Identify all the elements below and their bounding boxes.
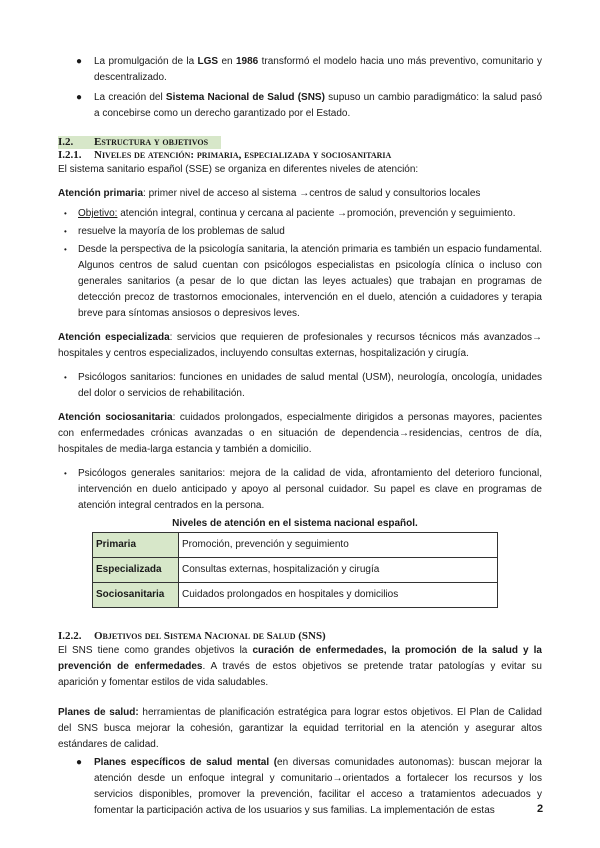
- table-cell-level: Primaria: [93, 533, 179, 558]
- sociosanitaria-paragraph: Atención sociosanitaria: cuidados prolongados, especialmente dirigidos a personas mayores, pacientes con enfermedades crónicas avanzadas o en situación de dependencia→residencias, centros de día, hospitales de media-larga estancia y también a domicilio.: [58, 412, 542, 455]
- table-cell-desc: Promoción, prevención y seguimiento: [179, 533, 498, 558]
- primaria-paragraph: Atención primaria: primer nivel de acceso al sistema →centros de salud y consultorios locales: [58, 188, 481, 199]
- bullet-icon: •: [64, 227, 67, 236]
- sse-intro: El sistema sanitario español (SSE) se organiza en diferentes niveles de atención:: [58, 164, 419, 175]
- intro-bullet-list: [58, 54, 542, 122]
- table-cell-desc: Cuidados prolongados en hospitales y domicilios: [179, 583, 498, 608]
- table-cell-level: Sociosanitaria: [93, 583, 179, 608]
- bullet-icon: •: [64, 469, 67, 478]
- list-item: • Psicólogos sanitarios: funciones en unidades de salud mental (USM), neurología, oncología, unidades del dolor o servicios de rehabilitación.: [64, 372, 542, 399]
- list-item: • Psicólogos generales sanitarios: mejora de la calidad de vida, afrontamiento del deterioro funcional, intervención en duelo anticipado y apoyo al personal cuidador. Su papel es clave en programas de atención integral centrados en la persona.: [64, 468, 542, 511]
- bullet-icon: ●: [76, 56, 83, 67]
- page-content: [58, 52, 542, 823]
- table-cell-level: Especializada: [93, 558, 179, 583]
- bullet-icon: ●: [76, 92, 83, 103]
- table-row: [93, 583, 498, 608]
- list-item: • Objetivo: atención integral, continua y cercana al paciente →promoción, prevención y seguimiento.: [58, 206, 542, 222]
- primaria-list: [58, 206, 542, 322]
- planes-list: [58, 755, 542, 819]
- especializada-list: [58, 370, 542, 402]
- list-item: ● Planes específicos de salud mental (en diversas comunidades autonomas): buscan mejorar la atención desde un enfoque integral y comunitario→orientados a fortalecer los recursos y los servicios disponibles, promover la prevención, facilitar el acceso a tratamientos adecuados y fomentar la participación activa de los usuarios y sus familias. La implementación de estas: [76, 757, 542, 816]
- bullet-icon: ●: [76, 757, 83, 768]
- levels-table: [92, 532, 498, 608]
- bullet-icon: •: [64, 209, 67, 218]
- especializada-paragraph: Atención especializada: servicios que requieren de profesionales y recursos técnicos más avanzados→ hospitales y centros especializados, incluyendo consultas externas, hospitalización y cirugía.: [58, 332, 542, 359]
- table-row: [93, 558, 498, 583]
- bullet-icon: •: [64, 373, 67, 382]
- list-item: • Desde la perspectiva de la psicología sanitaria, la atención primaria es también un espacio fundamental. Algunos centros de salud cuentan con psicólogos especialistas en psicología clínica o incluso con generales sanitarios (a pesar de lo que dictan las leyes actuales) que trabajan en programas de detección precoz de trastornos emocionales, intervención en el duelo, atención a cuidadores y terapia breve para síntomas ansiosos o depresivos leves.: [64, 244, 542, 319]
- table-caption: Niveles de atención en el sistema nacional español.: [172, 518, 418, 529]
- sociosanitaria-list: [58, 466, 542, 514]
- section-heading-1-2-2: I.2.2. Objetivos del Sistema Nacional de Salud (SNS): [58, 630, 326, 642]
- page-number: 2: [537, 803, 544, 815]
- list-item: ● La promulgación de la LGS en 1986 transformó el modelo hacia uno más preventivo, comunitario y descentralizado.: [76, 56, 542, 83]
- table-cell-desc: Consultas externas, hospitalización y cirugía: [179, 558, 498, 583]
- list-item: • resuelve la mayoría de los problemas de salud: [58, 224, 542, 240]
- sns-objetivos-paragraph: El SNS tiene como grandes objetivos la curación de enfermedades, la promoción de la salud y la prevención de enfermedades. A través de estos objetivos se pretende tratar patologías y evitar su aparición y fomentar estilos de vida saludables.: [58, 645, 542, 688]
- table-row: [93, 533, 498, 558]
- bullet-icon: •: [64, 245, 67, 254]
- planes-paragraph: Planes de salud: herramientas de planificación estratégica para lograr estos objetivos. El Plan de Calidad del SNS busca mejorar la cohesión, garantizar la equidad territorial en la atención y asegurar altos estándares de calidad.: [58, 707, 542, 750]
- list-item: ● La creación del Sistema Nacional de Salud (SNS) supuso un cambio paradigmático: la salud pasó a concebirse como un derecho garantizado por el Estado.: [76, 92, 543, 119]
- section-heading-1-2: I.2. Estructura y objetivos: [58, 136, 221, 149]
- section-heading-1-2-1: I.2.1. Niveles de atención: primaria, especializada y sociosanitaria: [58, 149, 392, 161]
